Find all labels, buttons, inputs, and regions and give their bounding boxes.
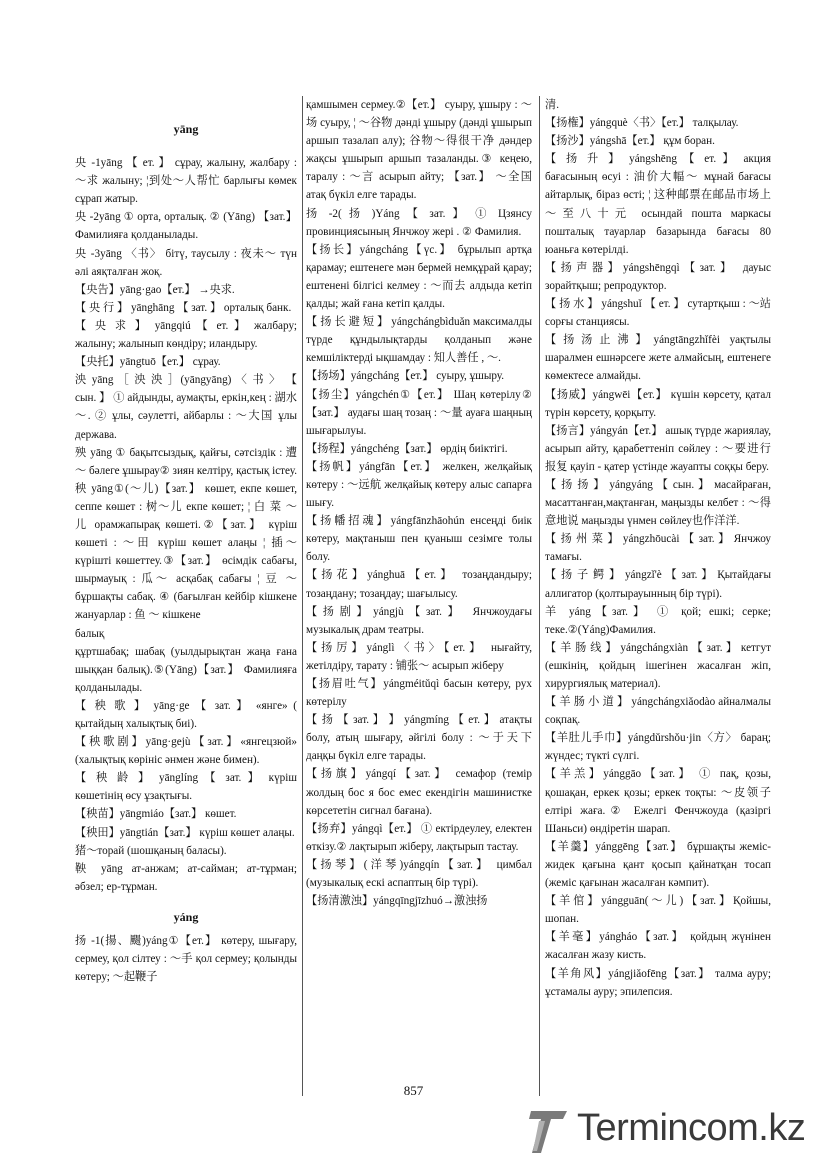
dictionary-entry: 【羊羹】yánggēng【зат.】 бұршақты жеміс-жидек қағына қант қосып қайнатқан тосап (жеміс қағынан жасалған кәмпит). — [545, 840, 771, 890]
dictionary-entry: 【扬弃】yángqì【ет.】 ① ектірдеулеу, електен өткізу.② лақтырып жіберу, лақтырып тастау. — [306, 822, 532, 853]
dictionary-entry: 鞅 yāng ат-анжам; ат-сайман; ат-тұрман; әбзел; ер-тұрман. — [75, 862, 297, 893]
dictionary-entry: 【羊羔】yánggāo【зат.】 ① пақ, қозы, қошақан, еркек қозы; еркек тоқты: ～皮领子 елтірі жаға.② Ежелгі Фенчжоуда (қазіргі Шаньси) өндіретін шарап. — [545, 768, 771, 835]
dictionary-entry: 【 扬 长 避 短 】 yángchángbìduǎn максималды түрде құндылықтарды қолданып және кемшіліктерді ықшамдау : 知人善任 , ～. — [306, 316, 532, 365]
dictionary-entry: балық — [75, 627, 105, 640]
dictionary-entry: 【 扬 扬 】 yángyáng 【 сын. 】 масайраған, масаттанған,мақтанған, маңызды келбет : ～得意地说 маңызды үнмен сөйлеу也作洋洋. — [545, 478, 771, 528]
dictionary-entry: 【扬琴】(洋琴)yángqín【зат.】 цимбал (музыкалық ескі аспаптың бір түрі). — [306, 858, 532, 890]
dictionary-entry: 羊 yáng【зат.】 ① қой; ешкі; серке; теке.②(Yáng)Фамилия. — [545, 605, 771, 636]
entries-middle — [306, 96, 532, 910]
dictionary-entry: 【央托】yāngtuō【ет.】 сұрау. — [75, 356, 221, 369]
dictionary-entry: 【扬汤止沸】yángtāngzhǐfèi уақтылы шаралмен ешнәрсеге жете алмайсың, ештенеге көмектесе алмайды. — [545, 334, 771, 383]
dictionary-entry: 央 -2yāng ① орта, орталық. ② (Yāng) 【зат.】 Фамилияға қолданылады. — [75, 211, 297, 242]
dictionary-entry: 【扬长】yángcháng【үс.】 бұрылып артқа қарамау; ештенеге мән бермей немқұрай қарау; ештенені білгісі келмеу : ～而去 алдыда кетіп қалды; жай ғана кетіп қалды. — [306, 243, 532, 311]
dictionary-entry: 【 羊 肠 小 道 】 yángchángxiǎodào айналмалы соқпақ. — [545, 696, 771, 727]
dictionary-entry: 【扬声器】yángshēngqì【зат.】 дауыс зорайтқыш; репродуктор. — [545, 261, 771, 292]
dictionary-entry: 【 央 求 】 yāngqiú 【 ет. 】 жалбару; жалыну; жалынып көндіру; иландыру. — [75, 319, 297, 351]
dictionary-entry: 央 -3yāng 〈书〉 бітү, таусылу : 夜未～ түн әлі аяқталған жоқ. — [75, 247, 297, 278]
dictionary-entry: 【扬帆】yángfān【ет.】 желкен, желқайық көтеру : ～远航 желқайық көтеру алыс сапарға шығу. — [306, 460, 532, 510]
section-heading: yáng — [173, 909, 199, 924]
dictionary-entry: 清. — [545, 99, 559, 111]
dictionary-entry: 【扬剧】yángjù【зат.】 Янчжоудағы музыкалық драм театры. — [306, 605, 532, 636]
dictionary-entry: 扬 -1(揚、颺)yáng①【ет.】 көтеру, шығару, сермеу, қол сілтеу : ～手 қол сермеу; қолынды көтеру; ～起鞭子 — [75, 935, 297, 984]
column-left — [75, 96, 297, 986]
dictionary-entry: 【扬権】yángquè〈书〉【ет.】 талқылау. — [545, 117, 739, 130]
termincom-logo — [527, 1105, 817, 1157]
dictionary-entry: 【 秧 龄 】 yānglíng 【 зат. 】 күріш көшетінің өсу ұзақтығы. — [75, 772, 297, 803]
dictionary-entry: 【扬尘】yángchén①【ет.】 Шаң көтерілу② 【зат.】 аудағы шаң тозаң : ～量 ауаға шаңның шығарылуы. — [306, 388, 532, 437]
dictionary-entry: 殃 yāng ① бақытсыздық, қайғы, сәтсіздік : 遭～ бәлеге ұшырау② зиян келтіру, қастық істеу. — [75, 446, 298, 477]
dictionary-entry: 【扬程】yángchéng【зат.】 өрдің биіктігі. — [306, 442, 508, 455]
dictionary-entry: 【 扬 【 зат. 】 】 yángmíng 【 ет. 】 атақты болу, атың шығару, әйгілі болу : ～于天下 даңқы бүкіл елге тарады. — [306, 714, 532, 763]
dictionary-entry: 猪～торай (шошқаның баласы). — [75, 844, 227, 857]
dictionary-entry: 【扬旗】yángqí【зат.】 семафор (темір жолдың бос я бос емес екендігін машинистке көрсететін сигнал бағана). — [306, 768, 532, 817]
dictionary-entry: 【羊毫】yángháo【зат.】 қойдың жүнінен жасалған жазу кисть. — [545, 931, 771, 962]
dictionary-entry: 【扬清激浊】yángqīngjīzhuó→激浊扬 — [306, 895, 488, 908]
dictionary-entry: 【 秧 歌 】 yāng·ge 【 зат. 】 «янге» ( қытайдың халықтық биі). — [75, 699, 297, 730]
dictionary-entry: 【扬花】yánghuā【ет.】 тозаңдандыру; тозаңдану; тозаңдау; шағылысу. — [306, 569, 532, 600]
section-heading: yāng — [173, 122, 199, 136]
dictionary-entry: қамшымен сермеу.②【ет.】 суыру, ұшыру : ～场 суыру, ¦ ～谷物 дәнді ұшыру (дәнді ұшырып аршып тазалап алу); 谷物～得很干净 дәндер жақсы ұшырып аршып тазаланды.③ кеңею, таралу : ～言 асырып айту; 【зат.】 ～全国 атақ бүкіл елге тарады. — [306, 99, 532, 202]
dictionary-entry: 【央告】yāng·gao【ет.】 →央求. — [75, 283, 235, 296]
dictionary-entry: 泱 yāng ［ 泱 泱 ］(yāngyāng) 〈 书 〉 【 сын. 】 ① айдынды, аумақты, еркін,кең : 湖水～. ② ұлы, сәулетті, айбарлы : ～大国 ұлы держава. — [75, 374, 297, 441]
dictionary-entry: 【扬场】yángcháng【ет.】 суыру, ұшыру. — [306, 370, 505, 383]
dictionary-entry: 央 -1yāng 【 ет. 】 сұрау, жалыну, жалбару : ～求 жалыну; ¦到处～人帮忙 барлығы көмек сұрап жатыр. — [75, 157, 297, 206]
dictionary-entry: 【 央 行 】 yānghāng 【 зат. 】 орталық банк. — [75, 301, 292, 314]
dictionary-entry: 【扬威】yángwēi【ет.】 күшін көрсету, қатал түрін көрсету, қорқыту. — [545, 388, 771, 419]
entries-left-bottom — [75, 932, 297, 986]
column-middle — [306, 96, 532, 910]
dictionary-entry: 【羊角风】yángjiǎofēng【зат.】 талма ауру; ұстамалы ауру; эпилепсия. — [545, 967, 771, 998]
dictionary-entry: 【扬言】yángyán【ет.】 ашық түрде жариялау, асырып айту, қарабеттеніп сөйлеу : ～要进行报复 қауіп - қатер үстінде жауапты соққы беру. — [545, 424, 771, 473]
dictionary-entry: 【秧田】yāngtián【зат.】 күріш көшет алаңы. — [75, 826, 295, 839]
entries-right — [545, 96, 771, 1001]
entries-left-top — [75, 154, 297, 896]
dictionary-entry: 【扬厉】yánglì〈书〉【ет.】 нығайту, жетілдіру, тарату : 铺张～ асырып жіберу — [306, 641, 532, 672]
dictionary-entry: 【 扬 子 鳄 】 yángzǐ'è 【 зат. 】 Қытайдағы аллигатор (қолтырауынның бір түрі). — [545, 569, 771, 600]
dictionary-entry: құртшабақ; шабақ (уылдырықтан жаңа ғана шыққан балық).⑤(Yāng)【зат.】 Фамилияға қолданылады. — [75, 645, 297, 694]
column-right — [545, 96, 771, 1001]
dictionary-entry: 扬 -2( 扬 )Yáng 【 зат. 】 ① Цзянсу провинциясының Янчжоу жері . ② Фамилия. — [306, 207, 532, 238]
logo-wordmark: Termincom.kz — [577, 1107, 806, 1149]
dictionary-entry: 【 羊 倌 】 yángguān( ～ 儿 ) 【 зат. 】 Қойшы, шопан. — [545, 895, 771, 926]
page-number: 857 — [403, 1083, 424, 1098]
dictionary-entry: 【 扬 州 菜 】 yángzhōucài 【 зат. 】 Янчжоу тамағы. — [545, 533, 771, 564]
column-divider — [539, 96, 540, 1096]
dictionary-entry: 【 秧 歌 剧 】 yāng·gejù 【 зат. 】 «янгецзюй» (халықтық көрініс әнмен және бимен). — [75, 736, 297, 767]
dictionary-entry: 【羊肚儿手巾】yángdǔrshǒu·jin〈方〉 бараң; жүндес; түкті сүлгі. — [545, 732, 771, 763]
dictionary-entry: 【秧苗】yāngmiáo【зат.】 көшет. — [75, 808, 237, 821]
dictionary-entry: 【扬眉吐气】yángméitǔqì басын көтеру, рух көтерілу — [306, 678, 532, 709]
dictionary-entry: 【 扬 升 】 yángshēng 【 ет. 】 акция бағасының өсуі : 油价大幅～ мұнай бағасы айтарлық, біраз өсті; ¦ 这种邮票在邮品市场上～至八十元 осындай пошта маркасы пошталық тауарлар базарында бағасы 80 юаньға көтерілді. — [545, 153, 771, 256]
dictionary-entry: 【扬沙】yángshā【ет.】 құм боран. — [545, 135, 715, 148]
dictionary-entry: 【 扬 水 】 yángshuǐ 【 ет. 】 сутартқыш : ～站 сорғы станциясы. — [545, 298, 771, 329]
dictionary-entry: 【 羊 肠 线 】 yángchángxiàn 【 зат. 】 кетгут (ешкінің, қойдың ішегінен жасалған жіп, хирургиялық материал). — [545, 641, 771, 690]
dictionary-entry: 秧 yāng①(～儿)【зат.】 көшет, екпе көшет, сеппе көшет : 树～儿 екпе көшет; ¦ 白 菜 ～ 儿 орамжапырақ көшеті.②【зат.】 күріш көшеті : ～田 күріш көшет алаңы ¦ 插～ күрішті көшеттеу.③【зат.】 өсімдік сабағы, шырмауық : 瓜～ асқабақ сабағы ¦ 豆 ～ бұршақты сабақ. ④ (бағылған кейбір кішкене жануарлар : 鱼 ～ кішкене — [75, 482, 297, 622]
dictionary-entry: 【扬幡招魂】yángfānzhāohún енсеңді биік көтеру, мақтаныш пен қуаныш сезімге толы болу. — [306, 515, 532, 564]
column-divider — [302, 96, 303, 1096]
